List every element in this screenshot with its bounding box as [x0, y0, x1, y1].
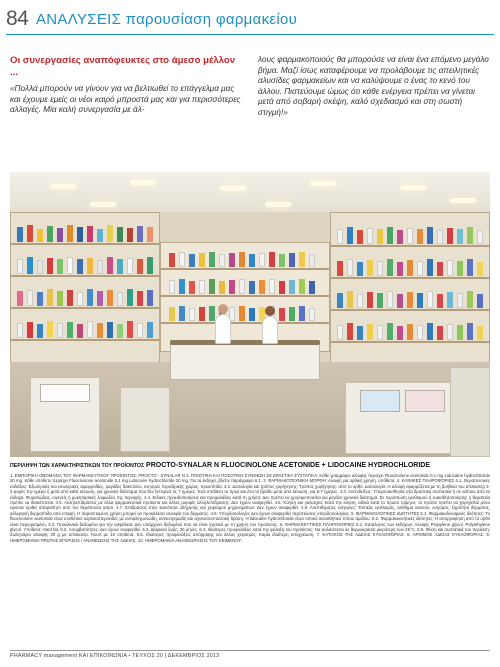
ceiling-light [310, 181, 336, 186]
intro-section [10, 55, 490, 170]
product-info-label: ΠΕΡΙΛΗΨΗ ΤΩΝ ΧΑΡΑΚΤΗΡΙΣΤΙΚΩΝ ΤΟΥ ΠΡΟΪΟΝΤΟΣ [10, 463, 145, 469]
display-sign [40, 384, 90, 402]
pharmacist-head [265, 306, 275, 316]
left-shelving [10, 212, 160, 372]
counter-top [170, 340, 320, 345]
intro-right-column [258, 55, 490, 119]
pharmacist-figure [262, 316, 278, 344]
product-info-section [10, 461, 490, 647]
intro-heading: Οι συνεργασίες αναπόφευκτες στο άμεσο μέλλον ... [10, 55, 236, 78]
product-info-heading [10, 461, 490, 471]
ceiling-light [400, 185, 426, 190]
section-title: ΑΝΑΛΥΣΕΙΣ παρουσίαση φαρμακείου [36, 11, 298, 28]
footer-text: PHARMACY management ΚΑΙ ΕΠΙΚΟΙΝΩΝΙΑ • ΤΕΥΧΟΣ 20 | ΔΕΚΕΜΒΡΙΟΣ 2013 [10, 653, 220, 659]
page-header [0, 0, 500, 40]
ceiling-light [220, 186, 246, 191]
back-shelving [160, 242, 330, 352]
page-footer [10, 650, 490, 662]
display-sign [405, 390, 445, 412]
ceiling-light [265, 202, 291, 207]
display-sign [360, 390, 400, 412]
service-counter [170, 342, 320, 380]
product-info-body: 1. ΕΜΠΟΡΙΚΗ ΟΝΟΜΑΣΙΑ ΤΟΥ ΦΑΡΜΑΚΕΥΤΙΚΟΥ ΠΡΟΪΟΝΤΟΣ: PROCTO - SYNALAR N 2. ΠΟΙΟΤΙΚΗ ΚΑΙ ΠΟΣΟΤΙΚΗ ΣΥΝΘΕΣΗ ΣΕ ΔΡΑΣΤΙΚΑ ΣΥΣΤΑΤΙΚΑ: Κάθε γραμμάριο αλοιφής περιέχει Fluocinolone acetonide 0,1 mg Lidocaine hydrochloride 20 mg. Κάθε υπόθετο περιέχει Fluocinolone acetonide 0,1 mg Lidocaine hydrochloride 20 mg. Για τα έκδοχα, βλέπε παράγραφο 6.1. 3. ΦΑΡΜΑΚΟΤΕΧΝΙΚΗ ΜΟΡΦΗ: Αλοιφή για ορθική χρήση, υπόθετα. 4. ΚΛΙΝΙΚΕΣ ΠΛΗΡΟΦΟΡΙΕΣ 4.1. Θεραπευτικές ενδείξεις: Εξωτερικές και εσωτερικές αιμορροΐδες, ραγάδες δακτυλίου, κνησμός περιεδρικής χώρας, πρωκτίτιδα. 4.2. Δοσολογία και τρόπος χορήγησης: Τρόπος χορήγησης: από το ορθό. Δοσολογία: Η αλοιφή εφαρμόζεται με τη βοήθεια του απλικατέρ 2-3 φορές την ημέρα ή μετά από κάθε κένωση, για χρονικό διάστημα που δεν ξεπερνά τις 7 ημέρες. Ένα υπόθετο το πρωί και ένα το βράδυ μετά από κένωση, για 5-7 ημέρες. 4.3. Αντενδείξεις: Υπερευαισθησία στα δραστικά συστατικά ή σε κάποιο από τα έκδοχα. Φυματιώδεις, ιογενείς ή μυκητιασικές λοιμώξεις της περιοχής. 4.4. Ειδικές προειδοποιήσεις και προφυλάξεις κατά τη χρήση: Δεν πρέπει να χρησιμοποιείται για μεγάλο χρονικό διάστημα. Σε περίπτωση ερεθισμού ή ευαισθητοποίησης η θεραπεία πρέπει να διακόπτεται. 4.5. Αλληλεπιδράσεις με άλλα φαρμακευτικά προϊόντα και άλλες μορφές αλληλεπίδρασης: Δεν έχουν αναφερθεί. 4.6. Κύηση και γαλουχία: Κατά την κύηση, ειδικά κατά το πρώτο τρίμηνο, το προϊόν πρέπει να χορηγείται μόνο εφόσον κριθεί απαραίτητο από τον θεράποντα ιατρό. 4.7. Επιδράσεις στην ικανότητα οδήγησης και χειρισμού μηχανημάτων: Δεν έχουν αναφερθεί. 4.8. Ανεπιθύμητες ενέργειες: Τοπικός ερεθισμός, αίσθημα καύσου, κνησμός, ξηρότητα δέρματος, αλλεργική δερματίτιδα από επαφή. Η παρατεταμένη χρήση μπορεί να προκαλέσει ατροφία του δέρματος. 4.9. Υπερδοσολογία: Δεν έχουν αναφερθεί περιπτώσεις υπερδοσολογίας. 5. ΦΑΡΜΑΚΟΛΟΓΙΚΕΣ ΙΔΙΟΤΗΤΕΣ 5.1. Φαρμακοδυναμικές ιδιότητες: Το fluocinolone acetonide είναι συνθετικό κορτικοστεροειδές με αντιφλεγμονώδη, αντικνησμώδη και αγγειοσυσπαστική δράση. Η lidocaine hydrochloride είναι τοπικό αναισθητικό τύπου αμιδίου. 5.2. Φαρμακοκινητικές ιδιότητες: Η απορρόφηση από το ορθό είναι περιορισμένη. 5.3. Προκλινικά δεδομένα για την ασφάλεια: Δεν υπάρχουν δεδομένα που να είναι σχετικά με τη χρήση του προϊόντος. 6. ΦΑΡΜΑΚΕΥΤΙΚΕΣ ΠΛΗΡΟΦΟΡΙΕΣ 6.1. Κατάλογος των εκδόχων: Αλοιφή: Propylene glycol, Polyethylene glycol. Υπόθετα: Hard fat. 6.2. Ασυμβατότητες: Δεν έχουν αναφερθεί. 6.3. Διάρκεια ζωής: 36 μήνες. 6.4. Ιδιαίτερες προφυλάξεις κατά την φύλαξη του προϊόντος: Να φυλάσσεται σε θερμοκρασία μικρότερη των 25°C. 6.5. Φύση και συστατικά του περιέκτη: Σωληνάριο αλοιφής 30 g με απλικατέρ. Κουτί με 10 υπόθετα. 6.6. Ιδιαίτερες προφυλάξεις απόρριψης και άλλος χειρισμός: Καμία ιδιαίτερη υποχρέωση. 7. ΚΑΤΟΧΟΣ ΤΗΣ ΑΔΕΙΑΣ ΚΥΚΛΟΦΟΡΙΑΣ. 8. ΑΡΙΘΜΟΣ ΑΔΕΙΑΣ ΚΥΚΛΟΦΟΡΙΑΣ. 9. ΗΜΕΡΟΜΗΝΙΑ ΠΡΩΤΗΣ ΕΓΚΡΙΣΗΣ / ΑΝΑΝΕΩΣΗΣ ΤΗΣ ΑΔΕΙΑΣ. 10. ΗΜΕΡΟΜΗΝΙΑ ΑΝΑΘΕΩΡΗΣΗΣ ΤΟΥ ΚΕΙΜΕΝΟΥ. [10, 473, 490, 543]
pharmacist-figure [215, 314, 231, 344]
photo-ceiling [10, 172, 490, 212]
header-divider [6, 34, 494, 35]
product-info-product-name: PROCTO-SYNALAR N FLUOCINOLONE ACETONIDE + LIDOCAINE HYDROCHLORIDE [146, 462, 430, 469]
ceiling-light [50, 184, 76, 189]
page-number: 84 [6, 7, 29, 30]
ceiling-light [450, 198, 476, 203]
intro-left-column [10, 55, 245, 116]
pharmacy-interior-photo [10, 172, 490, 457]
intro-quote-right: λους φαρμακοποιούς θα μπορούσε να είναι ένα επόμενο μεγάλο βήμα. Μαζί ίσως καταφέρουμε να προλάβουμε τις απειλητικές αλυσίδες φαρμακείων και να καλύψουμε ο ένας το κενό του άλλου. Πιστεύουμε ώμως ότι κάθε ενέργεια πρέπει να γίνεται μετά από σοβαρή σκέψη, καλό σχεδιασμό και στη σωστή στιγμή!» [258, 55, 489, 117]
ceiling-light [90, 202, 116, 207]
display-stand-center [120, 387, 170, 452]
ceiling-light [130, 180, 156, 185]
right-shelving [330, 212, 490, 377]
intro-quote-left: «Πολλά μπορούν να γίνουν για να βελτιωθεί το επάγγελμα μας και έχουμε εμείς οι νέοι καιρό μπροστά μας και για περισσότερες αλλαγές. Μία καλή συνεργασία με άλ- [10, 84, 241, 115]
pharmacist-head [218, 304, 228, 314]
footer-divider [10, 650, 490, 651]
display-stand-edge [450, 367, 490, 457]
